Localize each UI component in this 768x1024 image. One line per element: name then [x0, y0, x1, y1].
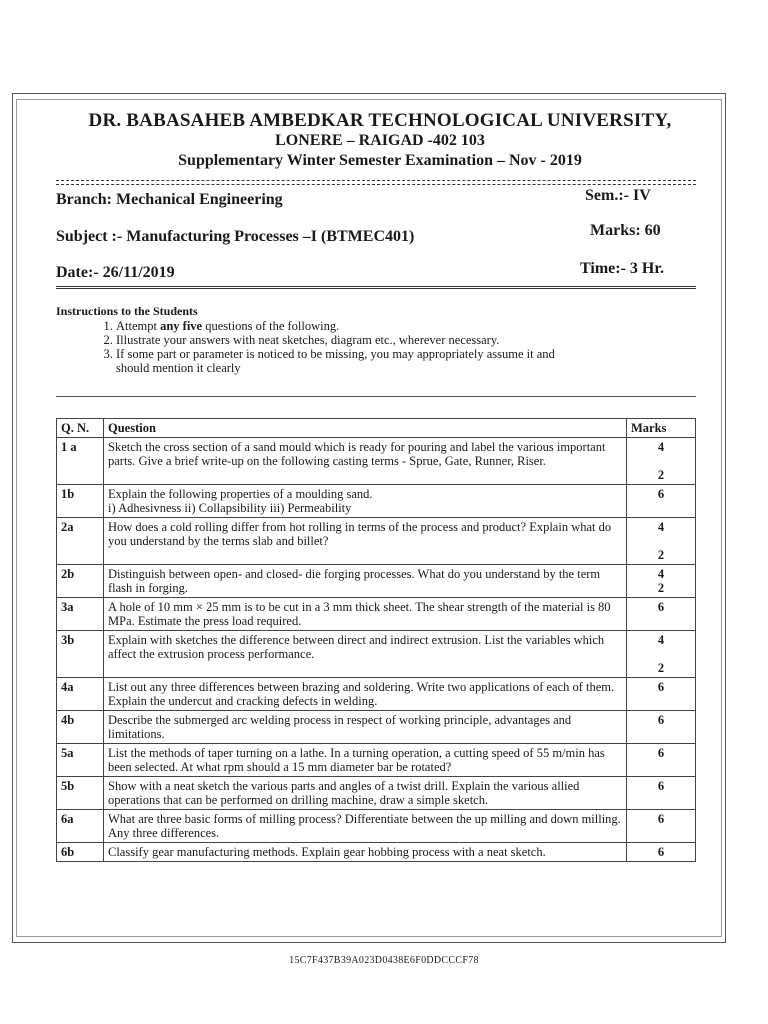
university-name: DR. BABASAHEB AMBEDKAR TECHNOLOGICAL UNIVERSITY, [88, 110, 672, 131]
question-marks: 4 2 [627, 565, 696, 598]
exam-time: Time:- 3 Hr. [580, 260, 664, 277]
question-marks: 6 [627, 678, 696, 711]
table-row [57, 485, 696, 518]
question-number: 1 a [57, 438, 104, 485]
table-row [57, 631, 696, 678]
question-text: A hole of 10 mm × 25 mm is to be cut in a 3 mm thick sheet. The shear strength of the material is 80 MPa. Estimate the press load required. [104, 598, 627, 631]
question-text: List out any three differences between brazing and soldering. Write two applications of each of them. Explain the undercut and cracking defects in welding. [104, 678, 627, 711]
exam-title: Supplementary Winter Semester Examination – Nov - 2019 [178, 152, 582, 169]
header-marks: Marks [627, 419, 696, 438]
question-marks: 4 2 [627, 438, 696, 485]
university-location: LONERE – RAIGAD -402 103 [275, 132, 485, 149]
question-marks: 6 [627, 711, 696, 744]
instructions-list [100, 319, 580, 375]
question-text: Show with a neat sketch the various parts and angles of a twist drill. Explain the various allied operations that can be performed on drilling machine, draw a simple sketch. [104, 777, 627, 810]
question-text: What are three basic forms of milling process? Differentiate between the up milling and down milling. Any three differences. [104, 810, 627, 843]
table-row [57, 843, 696, 862]
question-marks: 4 2 [627, 518, 696, 565]
question-text: How does a cold rolling differ from hot rolling in terms of the process and product? Explain what do you understand by the terms slab and billet? [104, 518, 627, 565]
question-marks: 6 [627, 777, 696, 810]
question-number: 3a [57, 598, 104, 631]
semester: Sem.:- IV [585, 187, 651, 204]
table-header-row [57, 419, 696, 438]
question-marks: 6 [627, 598, 696, 631]
question-text: Classify gear manufacturing methods. Explain gear hobbing process with a neat sketch. [104, 843, 627, 862]
question-number: 2a [57, 518, 104, 565]
table-row [57, 565, 696, 598]
question-text: Sketch the cross section of a sand mould which is ready for pouring and label the various important parts. Give a brief write-up on the following casting terms - Sprue, Gate, Runner, Riser. [104, 438, 627, 485]
branch: Branch: Mechanical Engineering [56, 191, 283, 208]
question-number: 3b [57, 631, 104, 678]
divider-double [56, 286, 696, 289]
question-number: 6b [57, 843, 104, 862]
table-row [57, 777, 696, 810]
instruction-item: 1. Attempt any five questions of the following. [116, 319, 580, 333]
table-row [57, 598, 696, 631]
question-marks: 6 [627, 744, 696, 777]
question-number: 6a [57, 810, 104, 843]
question-text: Explain the following properties of a moulding sand. i) Adhesivness ii) Collapsibility iii) Permeability [104, 485, 627, 518]
exam-date: Date:- 26/11/2019 [56, 264, 175, 281]
table-row [57, 711, 696, 744]
header-question: Question [104, 419, 627, 438]
question-marks: 4 2 [627, 631, 696, 678]
table-row [57, 678, 696, 711]
table-row [57, 744, 696, 777]
question-number: 5b [57, 777, 104, 810]
question-text: Explain with sketches the difference between direct and indirect extrusion. List the variables which affect the extrusion process performance. [104, 631, 627, 678]
question-number: 4b [57, 711, 104, 744]
subject: Subject :- Manufacturing Processes –I (BTMEC401) [56, 228, 415, 245]
question-marks: 6 [627, 810, 696, 843]
header-qno: Q. N. [57, 419, 104, 438]
instructions-title: Instructions to the Students [56, 304, 198, 318]
question-text: Describe the submerged arc welding process in respect of working principle, advantages and limitations. [104, 711, 627, 744]
table-row [57, 518, 696, 565]
divider-dashed [56, 180, 696, 181]
question-table [56, 418, 696, 862]
question-text: List the methods of taper turning on a lathe. In a turning operation, a cutting speed of 55 m/min has been selected. At what rpm should a 15 mm diameter bar be rotated? [104, 744, 627, 777]
question-number: 1b [57, 485, 104, 518]
question-number: 2b [57, 565, 104, 598]
document-code: 15C7F437B39A023D0438E6F0DDCCCF78 [289, 955, 479, 966]
instruction-item: 3. If some part or parameter is noticed to be missing, you may appropriately assume it and should mention it clearly [116, 347, 580, 375]
divider-line [56, 396, 696, 397]
question-number: 5a [57, 744, 104, 777]
table-row [57, 810, 696, 843]
question-number: 4a [57, 678, 104, 711]
question-marks: 6 [627, 485, 696, 518]
question-text: Distinguish between open- and closed- die forging processes. What do you understand by the term flash in forging. [104, 565, 627, 598]
divider-dashed [56, 184, 696, 185]
total-marks: Marks: 60 [590, 222, 661, 239]
table-row [57, 438, 696, 485]
instruction-item: 2. Illustrate your answers with neat sketches, diagram etc., wherever necessary. [116, 333, 580, 347]
question-marks: 6 [627, 843, 696, 862]
